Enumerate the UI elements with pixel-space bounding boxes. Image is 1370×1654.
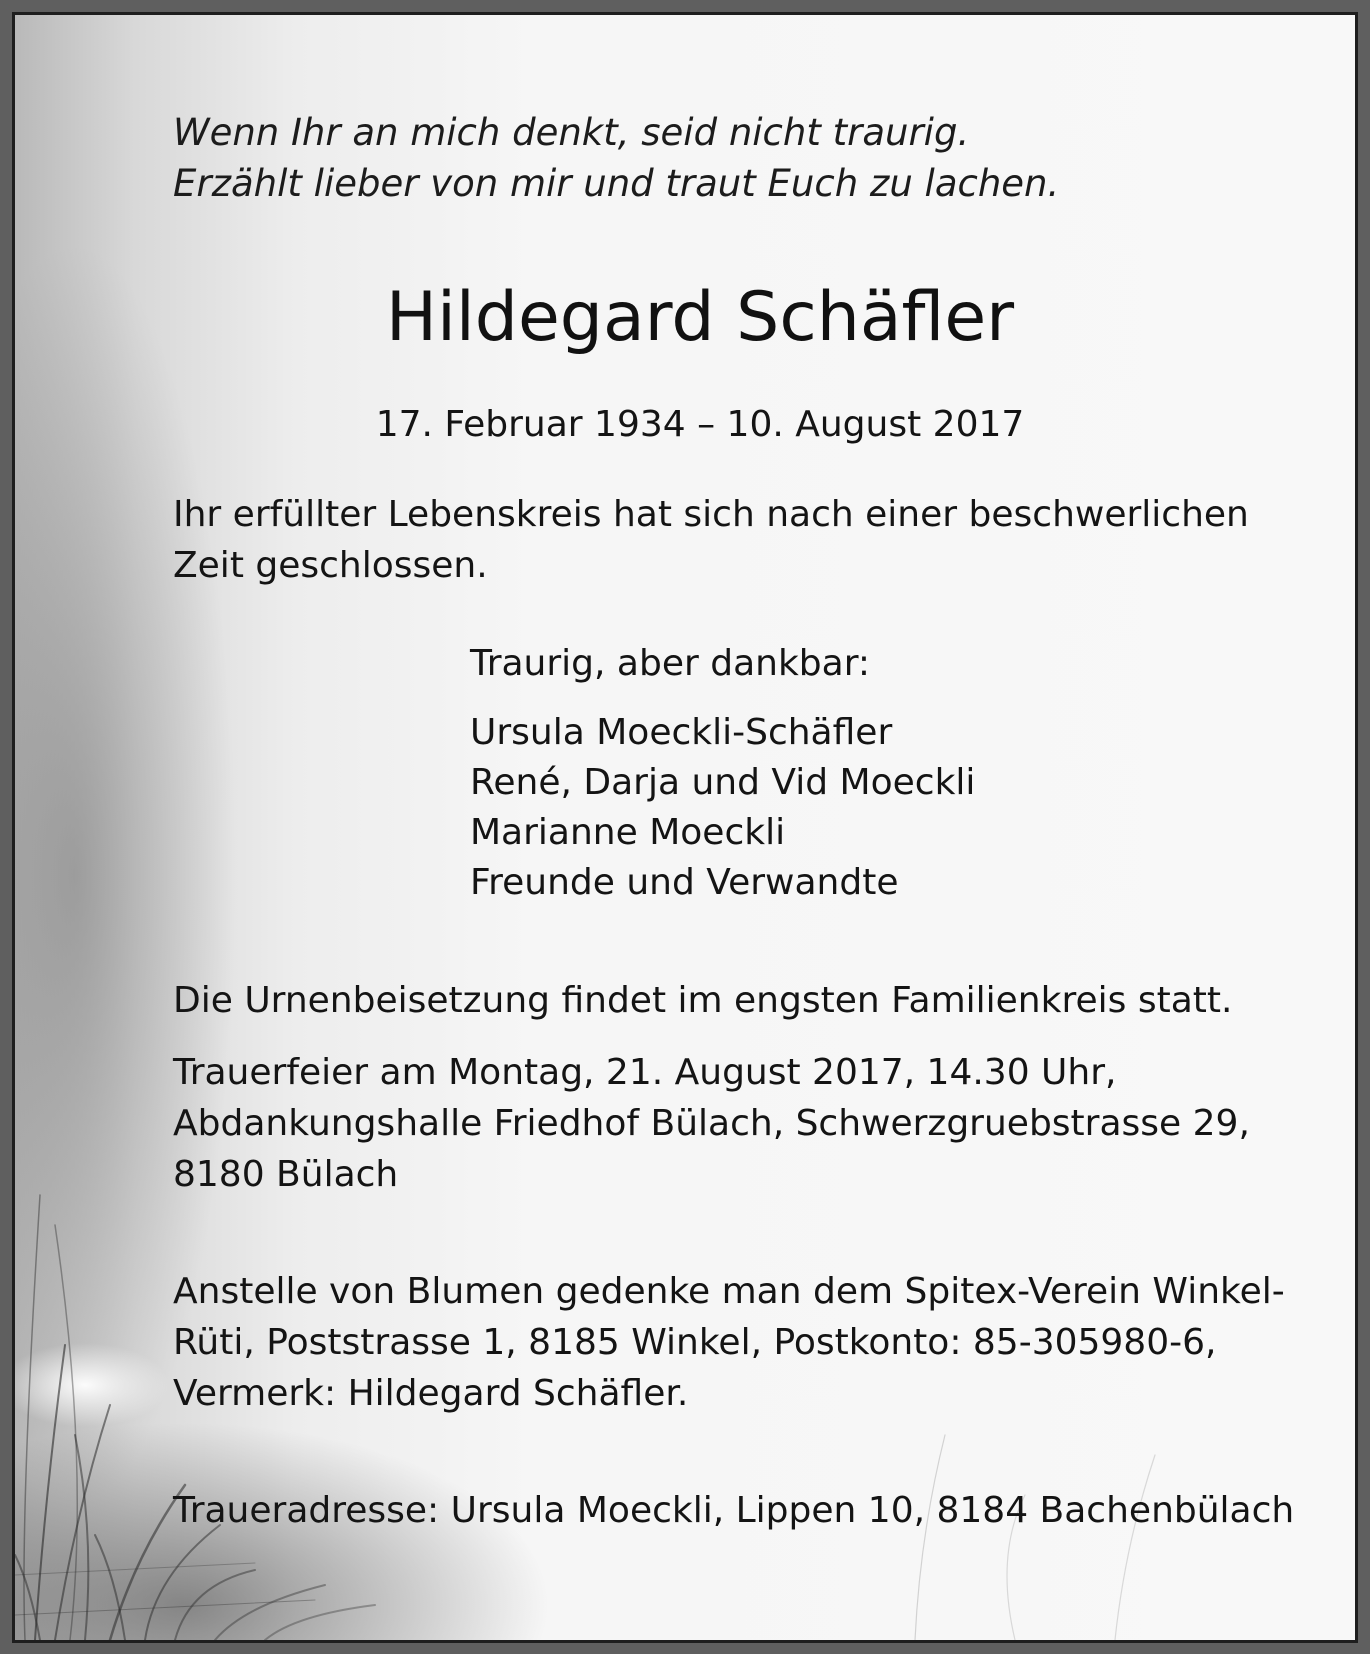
- ceremony-line: 8180 Bülach: [173, 1154, 399, 1195]
- memorial-quote: [173, 107, 1059, 209]
- ceremony-notice: [173, 1047, 1250, 1200]
- mourner-name: Marianne Moeckli: [470, 812, 786, 853]
- life-dates: 17. Februar 1934 – 10. August 2017: [375, 404, 1025, 445]
- mourner-name: Freunde und Verwandte: [470, 862, 899, 903]
- obituary-card: [12, 12, 1358, 1643]
- burial-notice: Die Urnenbeisetzung findet im engsten Familienkreis statt.: [173, 980, 1233, 1021]
- donation-line: Rüti, Poststrasse 1, 8185 Winkel, Postkonto: 85-305980-6,: [173, 1322, 1217, 1363]
- message-paragraph: [173, 489, 1249, 591]
- donation-line: Vermerk: Hildegard Schäfler.: [173, 1373, 689, 1414]
- mourners-intro: Traurig, aber dankbar:: [470, 643, 871, 684]
- mourners-list: [470, 708, 975, 908]
- quote-line: Wenn Ihr an mich denkt, seid nicht traurig.: [173, 111, 970, 154]
- mourner-name: Ursula Moeckli-Schäfler: [470, 712, 893, 753]
- deceased-name: Hildegard Schäfler: [385, 278, 1015, 357]
- donation-notice: [173, 1266, 1285, 1419]
- mourner-name: René, Darja und Vid Moeckli: [470, 762, 976, 803]
- ceremony-line: Trauerfeier am Montag, 21. August 2017, 14.30 Uhr,: [173, 1052, 1117, 1093]
- ceremony-line: Abdankungshalle Friedhof Bülach, Schwerzgruebstrasse 29,: [173, 1103, 1250, 1144]
- message-line: Ihr erfüllter Lebenskreis hat sich nach einer beschwerlichen: [173, 494, 1249, 535]
- message-line: Zeit geschlossen.: [173, 545, 488, 586]
- mourning-address: Traueradresse: Ursula Moeckli, Lippen 10, 8184 Bachenbülach: [173, 1490, 1295, 1531]
- quote-line: Erzählt lieber von mir und traut Euch zu lachen.: [173, 162, 1060, 205]
- donation-line: Anstelle von Blumen gedenke man dem Spitex-Verein Winkel-: [173, 1271, 1285, 1312]
